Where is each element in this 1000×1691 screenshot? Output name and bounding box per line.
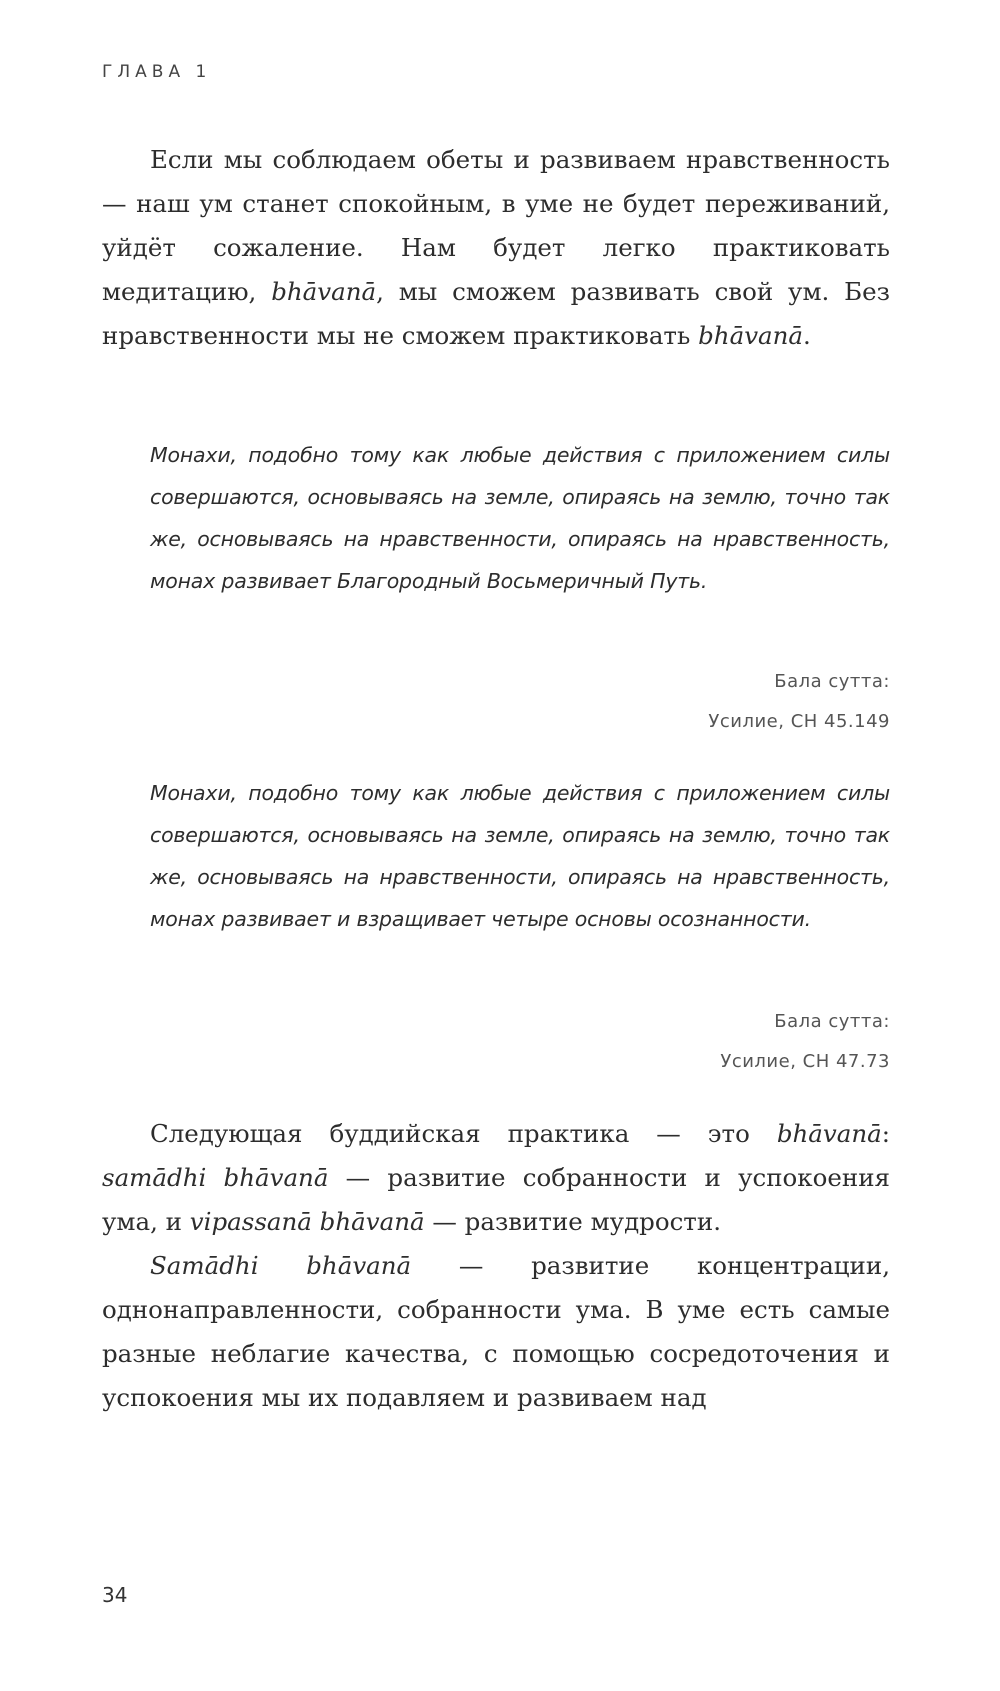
quote-2 bbox=[150, 772, 890, 940]
quote-2-source-ref: Усилие, СН 47.73 bbox=[720, 1051, 890, 1072]
quote-1-text: Монахи, подобно тому как любые действия с приложением силы совершаются, основываясь на земле, опираясь на землю, точно так же, основываясь на нравственности, опираясь на нравственность, монах развивает Благородный Восьмеричный Путь. bbox=[150, 443, 890, 593]
paragraph-2-part3: — развитие собранности и успокоения ума, и bbox=[102, 1163, 890, 1236]
paragraph-2-part4: — развитие мудрости. bbox=[424, 1207, 721, 1236]
chapter-header: ГЛАВА 1 bbox=[102, 62, 212, 82]
paragraph-3-part1: — развитие концентрации, однонаправленности, собранности ума. В уме есть самые разные неблагие качества, с помощью сосредоточения и успокоения мы их подавляем и развиваем над bbox=[102, 1251, 890, 1412]
paragraph-1-part3: . bbox=[803, 321, 811, 350]
term-bhavana: bhāvanā bbox=[271, 277, 377, 306]
term-vipassana-bhavana: vipassanā bhāvanā bbox=[189, 1207, 425, 1236]
quote-1-source bbox=[708, 662, 890, 742]
term-bhavana: bhāvanā bbox=[698, 321, 804, 350]
quote-2-text: Монахи, подобно тому как любые действия с приложением силы совершаются, основываясь на земле, опираясь на землю, точно так же, основываясь на нравственности, опираясь на нравственность, монах развивает и взращивает четыре основы осознанности. bbox=[150, 781, 890, 931]
term-samadhi-bhavana: samādhi bhāvanā bbox=[102, 1163, 329, 1192]
quote-1-source-title: Бала сутта: bbox=[774, 671, 890, 692]
paragraph-2 bbox=[102, 1112, 890, 1244]
page-number: 34 bbox=[102, 1583, 128, 1607]
paragraph-1 bbox=[102, 138, 890, 358]
term-samadhi-bhavana: Samādhi bhāvanā bbox=[150, 1251, 412, 1280]
quote-2-source bbox=[720, 1002, 890, 1082]
quote-1 bbox=[150, 434, 890, 602]
quote-2-source-title: Бала сутта: bbox=[774, 1011, 890, 1032]
term-bhavana: bhāvanā bbox=[776, 1119, 882, 1148]
paragraph-1-part1: Если мы соблюдаем обеты и развиваем нравственность — наш ум станет спокойным, в уме не будет переживаний, уйдёт сожаление. Нам будет легко практиковать медитацию, bbox=[102, 145, 890, 306]
paragraph-2-part2: : bbox=[881, 1119, 890, 1148]
paragraph-1-part2: , мы сможем развивать свой ум. Без нравственности мы не сможем практиковать bbox=[102, 277, 891, 350]
quote-1-source-ref: Усилие, СН 45.149 bbox=[708, 711, 890, 732]
paragraph-3 bbox=[102, 1244, 890, 1420]
paragraph-1-text bbox=[102, 138, 890, 358]
paragraphs-2-3 bbox=[102, 1112, 890, 1420]
paragraph-2-part1: Следующая буддийская практика — это bbox=[150, 1119, 777, 1148]
